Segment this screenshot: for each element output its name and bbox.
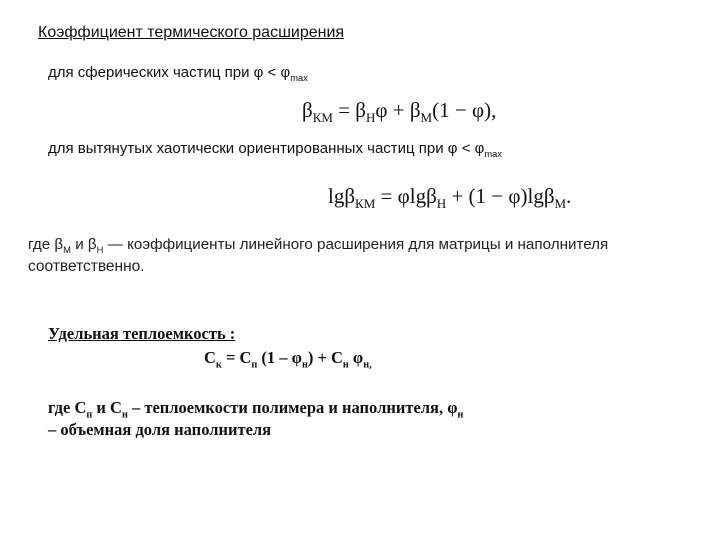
note-line-2: соответственно.: [28, 258, 145, 275]
spherical-condition: для сферических частиц при $\varphi < \varphi_{max}$: [48, 64, 308, 83]
note-line-1: где $\beta_М$ и $\beta_Н$ — коэффициенты линейного расширения для матрицы и наполнителя: [28, 236, 609, 256]
elongated-condition: для вытянутых хаотически ориентированных частиц при $\varphi < \varphi_{max}$: [48, 140, 502, 159]
heat-capacity-desc-1: где $C_п$ и $C_н$ – теплоемкости полимера и наполнителя, $\varphi_н$: [48, 398, 464, 421]
page-title: Коэффициент термического расширения: [38, 24, 345, 41]
heat-capacity-desc-2: – объемная доля наполнителя: [48, 420, 272, 439]
formula-elongated: lgβ$_{КМ}$ = φlgβ$_Н$ + (1 − φ)lgβ$_М$.: [328, 184, 572, 212]
heat-capacity-formula: $C_к = C_п$ $(1 - \varphi_н) + C_н$ $\varphi_{н,}$: [204, 348, 372, 371]
heat-capacity-heading: Удельная теплоемкость :: [48, 324, 236, 343]
formula-spherical: $\beta_{КМ} = \beta_Н\varphi + \beta_М(1 - \varphi)$,: [302, 98, 497, 126]
